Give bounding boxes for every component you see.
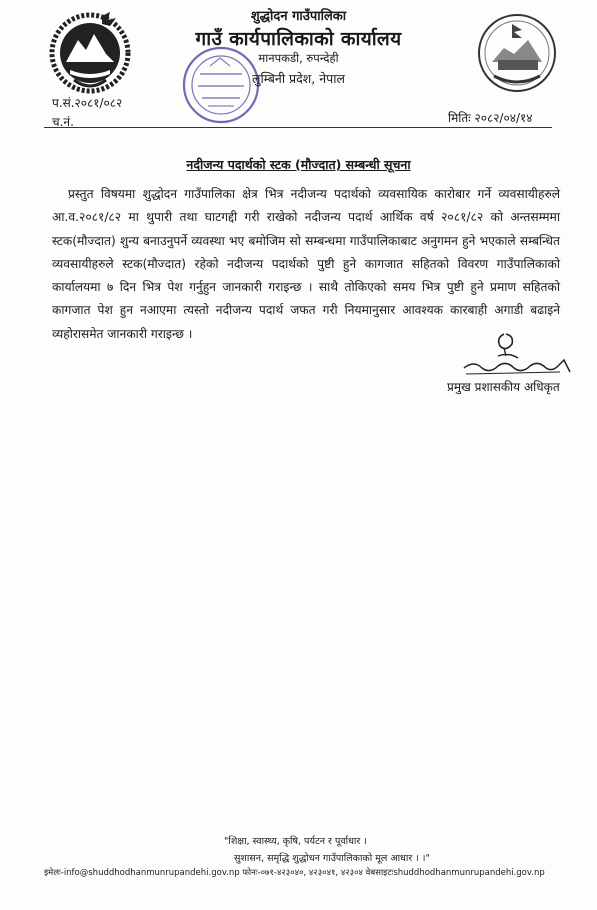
email-label: इमेलः-	[44, 868, 64, 878]
office-name: गाउँ कार्यपालिकाको कार्यालय	[195, 28, 402, 50]
office-address: मानपकडी, रुपन्देही	[258, 51, 339, 65]
header-divider	[44, 127, 552, 128]
notice-subject: नदीजन्य पदार्थको स्टक (मौज्दात) सम्बन्धी सूचना	[186, 157, 411, 172]
municipality-name: शुद्धोदन गाउँपालिका	[250, 9, 347, 24]
motto-line-1: "शिक्षा, स्वास्थ्य, कृषि, पर्यटन र पूर्वाधार ।	[224, 836, 367, 847]
dispatch-number: च.नं.	[52, 115, 74, 129]
letter-date: मितिः २०८२/०४/१४	[448, 111, 533, 125]
website-link[interactable]: shuddhodhanmunrupandehi.gov.np	[393, 868, 545, 878]
phone-label: फोनः-	[242, 868, 261, 878]
letter-number: प.सं.२०८१/०८२	[52, 96, 123, 110]
notice-body: प्रस्तुत विषयमा शुद्धोदन गाउँपालिका क्षेत्र भित्र नदीजन्य पदार्थको व्यवसायिक कारोबार गर्ने व्यवसायीहरुले आ.व.२०८१/८२ मा थुपारी तथा घाटगद्दी गरी राखेको नदीजन्य पदार्थ आर्थिक वर्ष २०८१/८२ को अन्तसम्ममा स्टक(मौज्दात) शुन्य बनाउनुपर्ने व्यवस्था भए बमोजिम सो सम्बन्धमा गाउँपालिकाबाट अनुगमन हुने भएकाले सम्बन्धित व्यवसायीहरुले स्टक(मौज्दात) रहेको नदीजन्य पदार्थको पुष्टी हुने कागजात सहितको विवरण गाउँपालिकाको कार्यालयमा ७ दिन भित्र पेश गर्नुहुन जानकारी गराइन्छ । साथै तोकिएको समय भित्र पुष्टी हुने प्रमाण सहितको कागजात पेश हुन नआएमा त्यस्तो नदीजन्य पदार्थ जफत गरी नियमानुसार आवश्यक कारबाही अगाडी बढाइने व्यहोरासमेत जानकारी गराइन्छ ।	[52, 187, 560, 341]
email-link[interactable]: info@shuddhodhanmunrupandehi.gov.np	[63, 868, 240, 878]
contact-footer	[44, 867, 554, 878]
phone-number: ०७१-४२३०४०, ४२३०४१, ४२३०४	[260, 868, 363, 878]
website-label: वेबसाइटः	[365, 868, 394, 878]
motto-line-2: सुशासन, समृद्धि शुद्धोधन गाउँपालिकाको मूल आधार । ।"	[234, 853, 430, 864]
office-province: लुम्बिनी प्रदेश, नेपाल	[251, 71, 345, 86]
signatory-title: प्रमुख प्रशासकीय अधिकृत	[447, 380, 560, 394]
